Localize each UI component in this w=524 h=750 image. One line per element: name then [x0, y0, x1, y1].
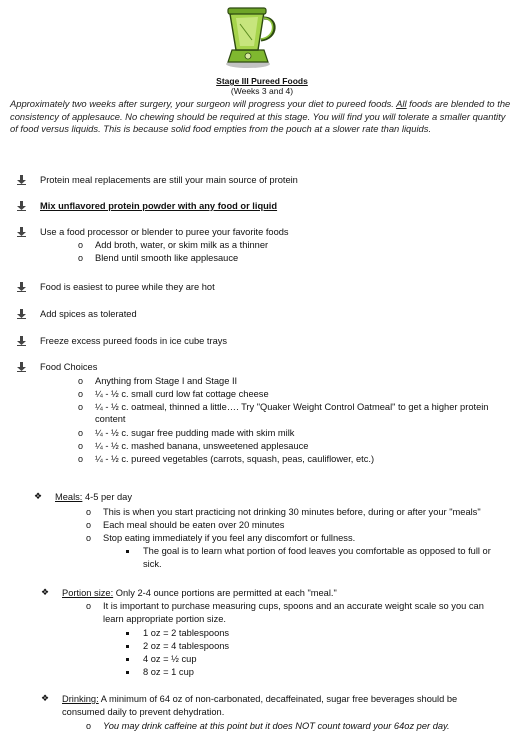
intro-text-1: Approximately two weeks after surgery, your surgeon will progress your diet to pureed foods. [10, 98, 397, 109]
bullet-puree-hot: Food is easiest to puree while they are hot [40, 282, 215, 292]
food-choice-stage: Anything from Stage I and Stage II [95, 376, 238, 386]
bullet-protein-replacements: Protein meal replacements are still your main source of protein [40, 175, 298, 185]
square-bullet-icon [126, 550, 129, 553]
measure-1oz: 1 oz = 2 tablespoons [143, 628, 230, 638]
sub-bullet-thinner: Add broth, water, or skim milk as a thinner [95, 240, 269, 250]
square-bullet-icon [126, 632, 129, 635]
arrow-bullet-icon [17, 336, 26, 346]
circle-bullet-icon: o [78, 441, 84, 451]
square-bullet-icon [126, 658, 129, 661]
food-choice-oatmeal-cont: content [95, 414, 126, 424]
portion-label: Portion size: [62, 588, 114, 598]
circle-bullet-icon: o [86, 601, 92, 611]
meals-goal-cont: sick. [143, 559, 162, 569]
circle-bullet-icon: o [78, 253, 84, 263]
circle-bullet-icon: o [86, 721, 92, 731]
meals-text: 4-5 per day [82, 492, 133, 502]
meals-practice: This is when you start practicing not drinking 30 minutes before, during or after your "meals" [103, 507, 481, 517]
circle-bullet-icon: o [78, 376, 84, 386]
food-choice-banana: ¼ - ½ c. mashed banana, unsweetened applesauce [95, 441, 309, 451]
circle-bullet-icon: o [78, 389, 84, 399]
meals-heading [55, 492, 132, 503]
portion-text: Only 2-4 ounce portions are permitted at each "meal." [113, 588, 337, 598]
arrow-bullet-icon [17, 282, 26, 292]
drinking-caffeine: You may drink caffeine at this point but it does NOT count toward your 64oz per day. [103, 721, 450, 731]
food-choice-pudding: ¼ - ½ c. sugar free pudding made with skim milk [95, 428, 295, 438]
meals-stop-eating: Stop eating immediately if you feel any discomfort or fullness. [103, 533, 356, 543]
food-choice-oatmeal: ¼ - ½ c. oatmeal, thinned a little…. Try "Quaker Weight Control Oatmeal" to get a higher protein [95, 402, 489, 412]
page-title: Stage III Pureed Foods [216, 76, 308, 86]
bullet-freeze: Freeze excess pureed foods in ice cube trays [40, 336, 228, 346]
circle-bullet-icon: o [78, 428, 84, 438]
intro-emphasis-all: All [396, 98, 407, 109]
bullet-food-choices: Food Choices [40, 362, 98, 372]
circle-bullet-icon: o [86, 520, 92, 530]
bullet-food-processor: Use a food processor or blender to puree your favorite foods [40, 227, 289, 237]
drinking-text: A minimum of 64 oz of non-carbonated, decaffeinated, sugar free beverages should be [98, 694, 458, 704]
sub-bullet-blend: Blend until smooth like applesauce [95, 253, 239, 263]
drinking-label: Drinking: [62, 694, 99, 704]
drinking-heading [62, 694, 457, 705]
arrow-bullet-icon [17, 201, 26, 211]
bullet-spices: Add spices as tolerated [40, 309, 137, 319]
circle-bullet-icon: o [78, 402, 84, 412]
bullet-protein-powder: Mix unflavored protein powder with any food or liquid [40, 201, 278, 211]
square-bullet-icon [126, 645, 129, 648]
meals-goal: The goal is to learn what portion of food leaves you comfortable as opposed to full or [143, 546, 491, 556]
page-subtitle: (Weeks 3 and 4) [230, 86, 294, 96]
measure-8oz: 8 oz = 1 cup [143, 667, 194, 677]
circle-bullet-icon: o [78, 454, 84, 464]
measure-2oz: 2 oz = 4 tablespoons [143, 641, 230, 651]
food-choice-vegetables: ¼ - ½ c. pureed vegetables (carrots, squash, peas, cauliflower, etc.) [95, 454, 375, 464]
arrow-bullet-icon [17, 362, 26, 372]
portion-heading [62, 588, 337, 599]
arrow-bullet-icon [17, 309, 26, 319]
diamond-bullet-icon: ❖ [34, 491, 43, 501]
meals-duration: Each meal should be eaten over 20 minutes [103, 520, 285, 530]
blender-icon [218, 4, 280, 70]
drinking-text-cont: consumed daily to prevent dehydration. [62, 707, 225, 717]
portion-measuring: It is important to purchase measuring cups, spoons and an accurate weight scale so you can [103, 601, 484, 611]
measure-4oz: 4 oz = ½ cup [143, 654, 197, 664]
meals-label: Meals: [55, 492, 83, 502]
arrow-bullet-icon [17, 175, 26, 185]
diamond-bullet-icon: ❖ [41, 587, 50, 597]
food-choice-cottage-cheese: ¼ - ½ c. small curd low fat cottage cheese [95, 389, 269, 399]
square-bullet-icon [126, 671, 129, 674]
intro-paragraph [10, 98, 515, 136]
diamond-bullet-icon: ❖ [41, 693, 50, 703]
arrow-bullet-icon [17, 227, 26, 237]
intro-text-2: foods are blended to the consistency of applesauce. No chewing should be required at this stage. You will find you will tolerate a smaller quantity of food versus liquids. This is because solid food empties from the pouch at a slower rate than liquids. [10, 98, 511, 134]
circle-bullet-icon: o [86, 507, 92, 517]
circle-bullet-icon: o [86, 533, 92, 543]
portion-measuring-cont: learn appropriate portion size. [103, 614, 226, 624]
circle-bullet-icon: o [78, 240, 84, 250]
